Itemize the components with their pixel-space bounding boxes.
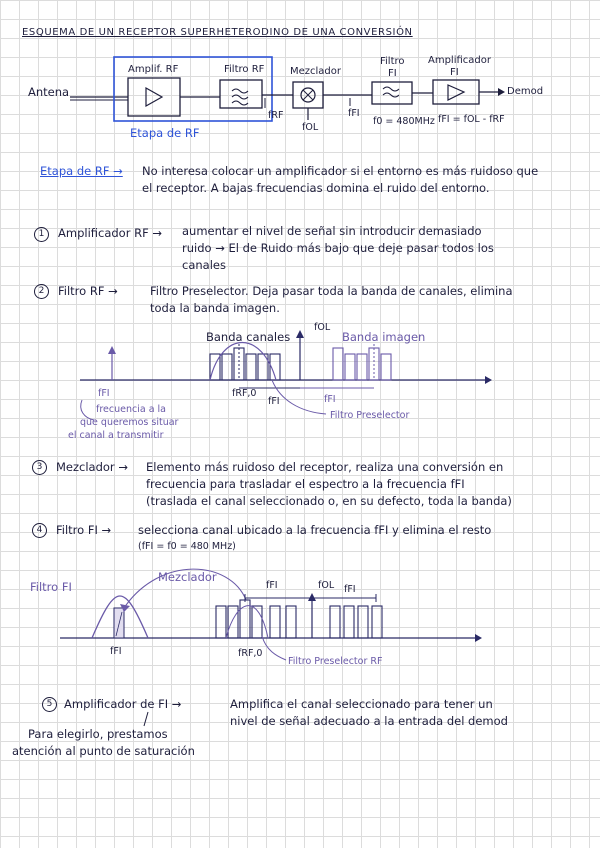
filtro-fi-label: Filtro FI: [30, 580, 72, 594]
item-line: ruido → El de Ruido más bajo que deje pasar todos los: [182, 241, 494, 255]
item-label: Amplificador RF →: [58, 226, 162, 240]
f-fi-label: fFI: [268, 396, 280, 407]
item-line: canales: [182, 258, 226, 272]
f-rf0-label: fRF,0: [232, 388, 257, 399]
item-number: 1: [34, 227, 49, 242]
demod-label: Demod: [507, 86, 544, 97]
item-line: Amplifica el canal seleccionado para tener un: [230, 697, 493, 711]
f-fi-label: fFI: [324, 394, 336, 405]
item-line: (fFI = f0 = 480 MHz): [138, 541, 236, 552]
filtro-fi-label-2: FI: [388, 68, 397, 79]
item-label: Mezclador →: [56, 460, 128, 474]
item-line: toda la banda imagen.: [150, 301, 280, 315]
item-number: 5: [42, 697, 57, 712]
banda-canales-label: Banda canales: [206, 330, 291, 344]
banda-imagen-label: Banda imagen: [342, 330, 426, 344]
item-line: frecuencia para trasladar el espectro a la frecuencia fFI: [146, 477, 465, 491]
item-line: nivel de señal adecuado a la entrada del demod: [230, 714, 508, 728]
item-number: 4: [32, 523, 47, 538]
f-fi-bottom-label: fFI: [110, 646, 122, 657]
f0-equation: f0 = 480MHz: [373, 116, 435, 127]
mezclador-label: Mezclador: [158, 570, 217, 584]
f-rf-label: fRF: [268, 110, 284, 121]
f-rf0-label: fRF,0: [238, 648, 263, 659]
antena-label: Antena: [28, 85, 70, 99]
bottom-note-line2: atención al punto de saturación: [12, 744, 195, 758]
page-title: ESQUEMA DE UN RECEPTOR SUPERHETERODINO DE UNA CONVERSIÓN: [22, 27, 413, 38]
note-line: el canal a transmitir: [68, 430, 164, 441]
f-ol-label: fOL: [302, 122, 319, 133]
ampli-fi-label-2: FI: [450, 67, 459, 78]
f-ol-label: fOL: [318, 580, 335, 591]
etapa-note-line1: No interesa colocar un amplificador si el entorno es más ruidoso que: [142, 164, 539, 178]
etapa-note-line2: el receptor. A bajas frecuencias domina el ruido del entorno.: [142, 181, 490, 195]
item-line: (traslada el canal seleccionado o, en su defecto, toda la banda): [146, 494, 512, 508]
ampli-fi-label-1: Amplificador: [428, 55, 491, 66]
f-fi-label: fFI: [266, 580, 278, 591]
f-fi-left-label: fFI: [98, 388, 110, 399]
etapa-rf-label: Etapa de RF: [130, 126, 200, 140]
item-label: Filtro RF →: [58, 284, 118, 298]
f-ol-label: fOL: [314, 322, 331, 333]
item-line: Elemento más ruidoso del receptor, realiza una conversión en: [146, 460, 504, 474]
item-line: selecciona canal ubicado a la frecuencia fFI y elimina el resto: [138, 523, 492, 537]
ffi-equation: fFI = fOL - fRF: [438, 114, 505, 125]
filtro-preselector-rf-label: Filtro Preselector RF: [288, 656, 383, 667]
f-fi-label: fFI: [344, 584, 356, 595]
f-fi-label: fFI: [348, 108, 360, 119]
note-line: frecuencia a la: [96, 404, 167, 415]
item-label: Filtro FI →: [56, 523, 112, 537]
item-number: 3: [32, 460, 47, 475]
filtro-preselector-label: Filtro Preselector: [330, 410, 410, 421]
item-label: Amplificador de FI →: [64, 697, 182, 711]
filtro-rf-label: Filtro RF: [224, 64, 265, 75]
filtro-fi-label-1: Filtro: [380, 56, 405, 67]
item-line: Filtro Preselector. Deja pasar toda la banda de canales, elimina: [150, 284, 513, 298]
ampli-rf-label: Amplif. RF: [128, 64, 179, 75]
note-line: que queremos situar: [80, 417, 179, 428]
bottom-note-line1: Para elegirlo, prestamos: [28, 727, 168, 741]
item-line: aumentar el nivel de señal sin introducir demasiado: [182, 224, 482, 238]
item-number: 2: [34, 284, 49, 299]
etapa-note-label: Etapa de RF →: [40, 164, 123, 178]
mezclador-label: Mezclador: [290, 66, 342, 77]
